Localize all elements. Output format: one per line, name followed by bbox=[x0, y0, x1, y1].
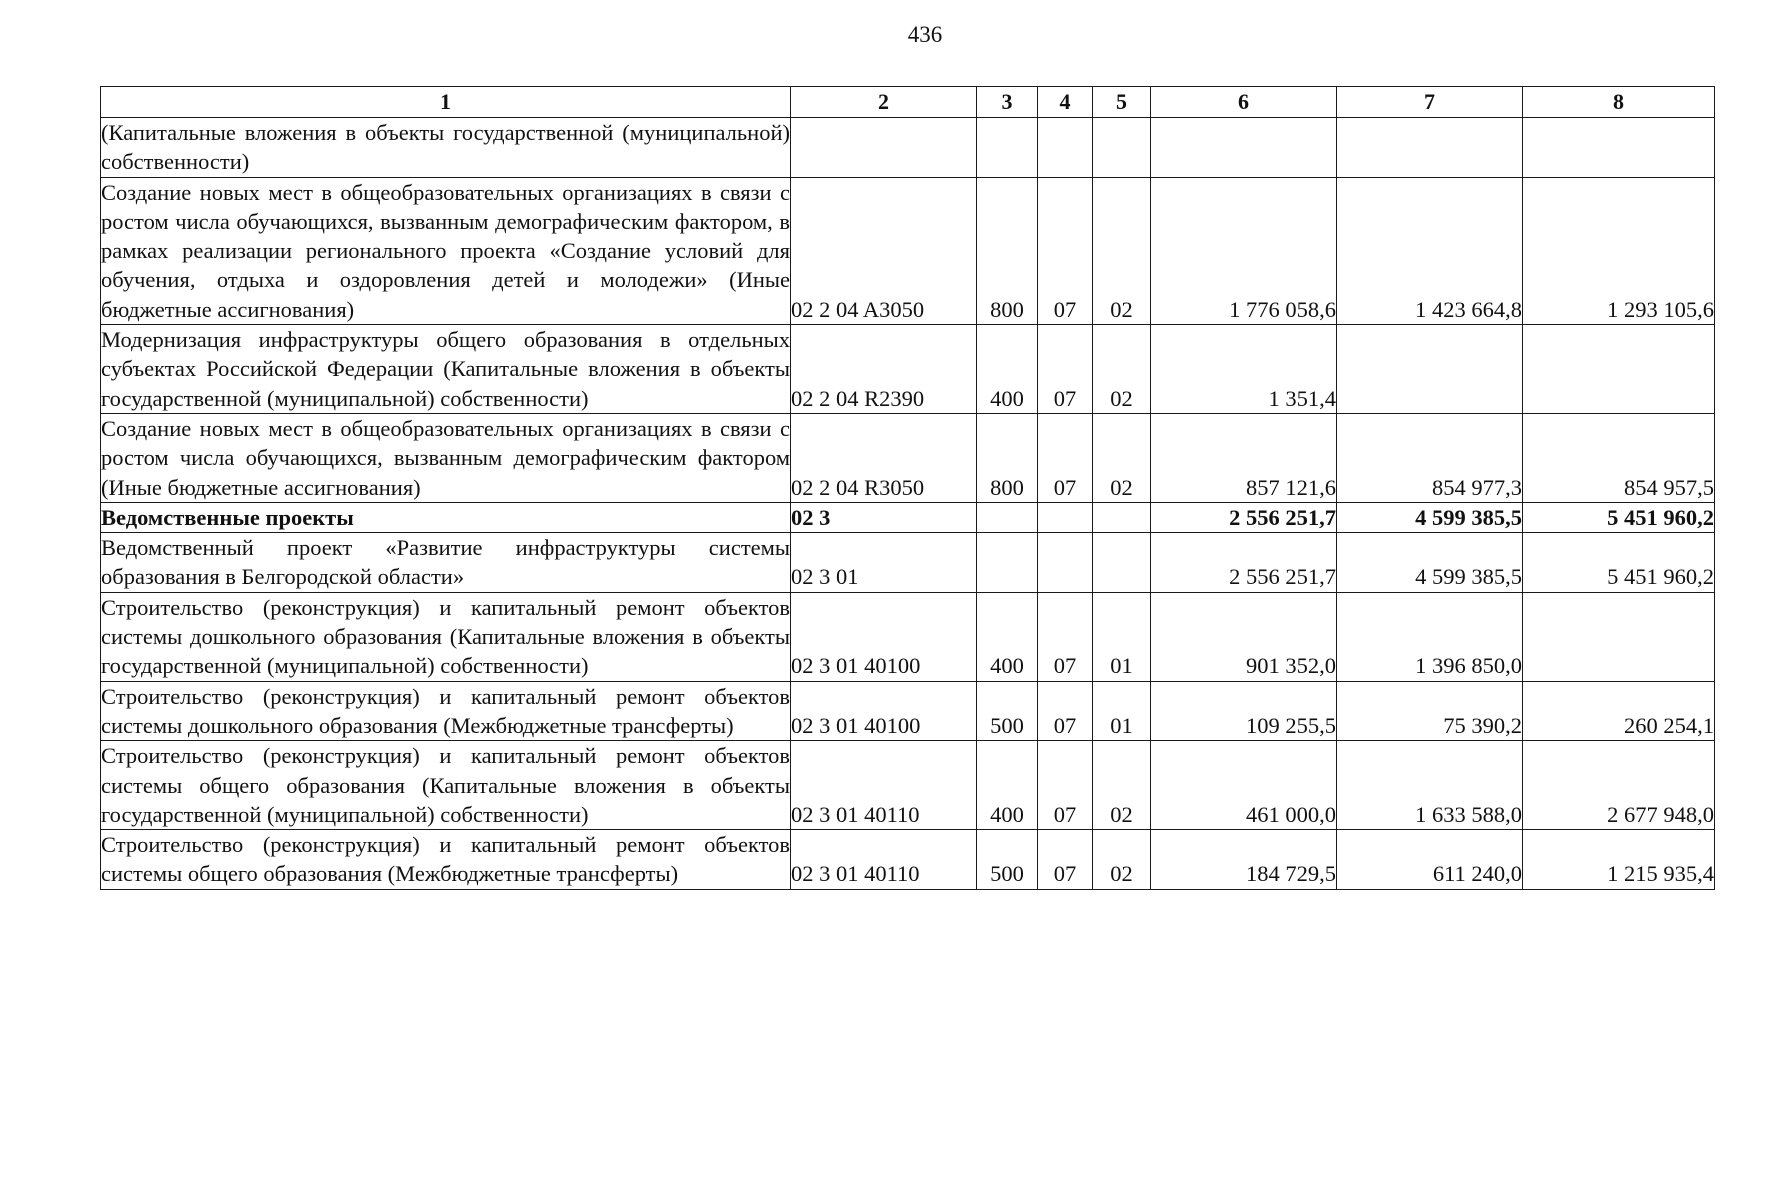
row-section: 07 bbox=[1038, 681, 1093, 741]
row-code: 02 3 01 40100 bbox=[791, 592, 977, 681]
row-subsection: 02 bbox=[1093, 413, 1151, 502]
row-amount-col6: 901 352,0 bbox=[1151, 592, 1337, 681]
budget-table bbox=[100, 86, 1715, 890]
row-section bbox=[1038, 533, 1093, 593]
row-section bbox=[1038, 502, 1093, 532]
row-amount-col8 bbox=[1523, 592, 1715, 681]
header-cell-8: 8 bbox=[1523, 87, 1715, 118]
row-code: 02 3 01 bbox=[791, 533, 977, 593]
row-amount-col6: 1 776 058,6 bbox=[1151, 177, 1337, 324]
row-amount-col7: 4 599 385,5 bbox=[1337, 502, 1523, 532]
row-amount-col6 bbox=[1151, 118, 1337, 178]
row-code: 02 2 04 R2390 bbox=[791, 325, 977, 414]
table-row bbox=[101, 325, 1715, 414]
row-amount-col8 bbox=[1523, 118, 1715, 178]
row-section: 07 bbox=[1038, 592, 1093, 681]
row-description: Создание новых мест в общеобразовательных организациях в связи с ростом числа обучающихся, вызванным демографическим фактором (Иные бюджетные ассигнования) bbox=[101, 413, 791, 502]
header-cell-1: 1 bbox=[101, 87, 791, 118]
row-amount-col6: 857 121,6 bbox=[1151, 413, 1337, 502]
row-subsection: 02 bbox=[1093, 325, 1151, 414]
row-subsection bbox=[1093, 533, 1151, 593]
row-amount-col7: 1 423 664,8 bbox=[1337, 177, 1523, 324]
table-row bbox=[101, 592, 1715, 681]
row-amount-col8: 854 957,5 bbox=[1523, 413, 1715, 502]
table-row bbox=[101, 413, 1715, 502]
row-expense-type bbox=[977, 118, 1038, 178]
row-amount-col7: 1 633 588,0 bbox=[1337, 741, 1523, 830]
row-amount-col7: 1 396 850,0 bbox=[1337, 592, 1523, 681]
table-row bbox=[101, 533, 1715, 593]
row-code: 02 3 bbox=[791, 502, 977, 532]
row-section bbox=[1038, 118, 1093, 178]
row-description: Ведомственный проект «Развитие инфраструктуры системы образования в Белгородской области» bbox=[101, 533, 791, 593]
row-description: Строительство (реконструкция) и капитальный ремонт объектов системы общего образования (Межбюджетные трансферты) bbox=[101, 830, 791, 890]
row-code: 02 2 04 R3050 bbox=[791, 413, 977, 502]
row-amount-col8: 5 451 960,2 bbox=[1523, 533, 1715, 593]
header-row bbox=[101, 87, 1715, 118]
row-code: 02 3 01 40110 bbox=[791, 830, 977, 890]
row-description: Строительство (реконструкция) и капитальный ремонт объектов системы дошкольного образования (Капитальные вложения в объекты государственной (муниципальной) собственности) bbox=[101, 592, 791, 681]
row-section: 07 bbox=[1038, 741, 1093, 830]
row-description: Строительство (реконструкция) и капитальный ремонт объектов системы общего образования (Капитальные вложения в объекты государственной (муниципальной) собственности) bbox=[101, 741, 791, 830]
row-amount-col8 bbox=[1523, 325, 1715, 414]
row-amount-col7 bbox=[1337, 118, 1523, 178]
row-description: Ведомственные проекты bbox=[101, 502, 791, 532]
row-section: 07 bbox=[1038, 830, 1093, 890]
row-expense-type: 400 bbox=[977, 325, 1038, 414]
table-row bbox=[101, 741, 1715, 830]
row-description: Модернизация инфраструктуры общего образования в отдельных субъектах Российской Федерации (Капитальные вложения в объекты государственной (муниципальной) собственности) bbox=[101, 325, 791, 414]
row-subsection bbox=[1093, 118, 1151, 178]
row-expense-type: 400 bbox=[977, 592, 1038, 681]
header-cell-3: 3 bbox=[977, 87, 1038, 118]
row-amount-col7: 75 390,2 bbox=[1337, 681, 1523, 741]
row-amount-col6: 184 729,5 bbox=[1151, 830, 1337, 890]
header-cell-7: 7 bbox=[1337, 87, 1523, 118]
table-row bbox=[101, 118, 1715, 178]
row-amount-col8: 2 677 948,0 bbox=[1523, 741, 1715, 830]
row-amount-col6: 109 255,5 bbox=[1151, 681, 1337, 741]
row-section: 07 bbox=[1038, 177, 1093, 324]
row-subsection: 02 bbox=[1093, 830, 1151, 890]
table-row bbox=[101, 177, 1715, 324]
row-amount-col6: 2 556 251,7 bbox=[1151, 533, 1337, 593]
page-number: 436 bbox=[907, 22, 943, 47]
row-amount-col6: 2 556 251,7 bbox=[1151, 502, 1337, 532]
table-row bbox=[101, 830, 1715, 890]
row-amount-col6: 1 351,4 bbox=[1151, 325, 1337, 414]
row-expense-type: 500 bbox=[977, 830, 1038, 890]
row-subsection: 02 bbox=[1093, 741, 1151, 830]
row-description: (Капитальные вложения в объекты государственной (муниципальной) собственности) bbox=[101, 118, 791, 178]
table-row bbox=[101, 502, 1715, 532]
row-amount-col6: 461 000,0 bbox=[1151, 741, 1337, 830]
row-section: 07 bbox=[1038, 413, 1093, 502]
row-amount-col7: 4 599 385,5 bbox=[1337, 533, 1523, 593]
row-code: 02 3 01 40110 bbox=[791, 741, 977, 830]
header-cell-5: 5 bbox=[1093, 87, 1151, 118]
row-expense-type: 500 bbox=[977, 681, 1038, 741]
row-code: 02 3 01 40100 bbox=[791, 681, 977, 741]
row-expense-type bbox=[977, 533, 1038, 593]
row-amount-col8: 260 254,1 bbox=[1523, 681, 1715, 741]
row-amount-col8: 1 293 105,6 bbox=[1523, 177, 1715, 324]
row-code: 02 2 04 A3050 bbox=[791, 177, 977, 324]
row-expense-type: 400 bbox=[977, 741, 1038, 830]
row-amount-col8: 1 215 935,4 bbox=[1523, 830, 1715, 890]
row-subsection: 01 bbox=[1093, 681, 1151, 741]
row-subsection bbox=[1093, 502, 1151, 532]
row-expense-type bbox=[977, 502, 1038, 532]
row-amount-col7: 611 240,0 bbox=[1337, 830, 1523, 890]
row-expense-type: 800 bbox=[977, 177, 1038, 324]
row-expense-type: 800 bbox=[977, 413, 1038, 502]
row-description: Строительство (реконструкция) и капитальный ремонт объектов системы дошкольного образования (Межбюджетные трансферты) bbox=[101, 681, 791, 741]
row-code bbox=[791, 118, 977, 178]
header-cell-2: 2 bbox=[791, 87, 977, 118]
row-amount-col8: 5 451 960,2 bbox=[1523, 502, 1715, 532]
table-row bbox=[101, 681, 1715, 741]
row-section: 07 bbox=[1038, 325, 1093, 414]
row-amount-col7 bbox=[1337, 325, 1523, 414]
header-cell-4: 4 bbox=[1038, 87, 1093, 118]
row-amount-col7: 854 977,3 bbox=[1337, 413, 1523, 502]
row-subsection: 01 bbox=[1093, 592, 1151, 681]
row-subsection: 02 bbox=[1093, 177, 1151, 324]
row-description: Создание новых мест в общеобразовательных организациях в связи с ростом числа обучающихся, вызванным демографическим фактором, в рамках реализации регионального проекта «Создание условий для обучения, отдыха и оздоровления детей и молодежи» (Иные бюджетные ассигнования) bbox=[101, 177, 791, 324]
header-cell-6: 6 bbox=[1151, 87, 1337, 118]
